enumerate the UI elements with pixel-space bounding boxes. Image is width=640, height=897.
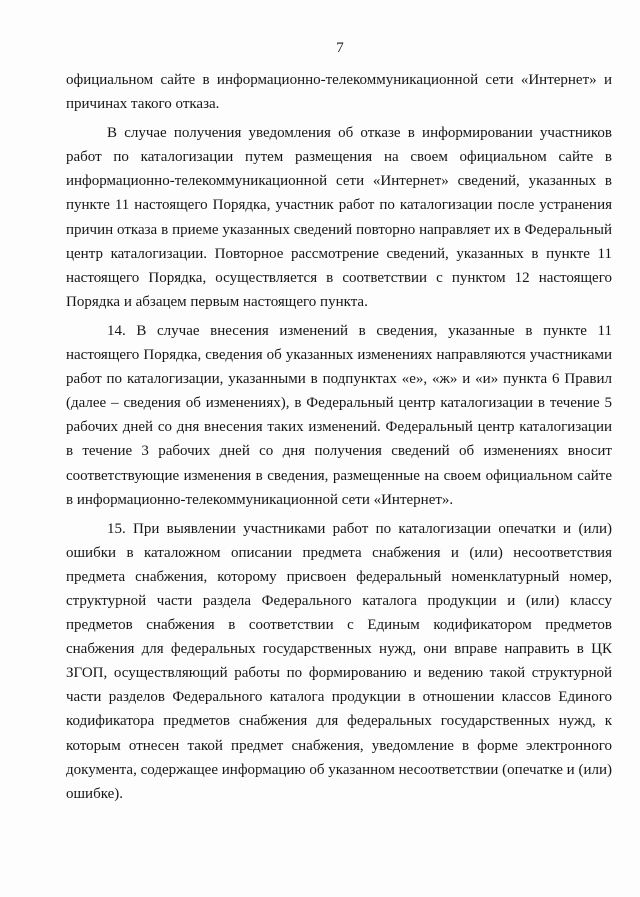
page-number: 7 (336, 40, 344, 56)
document-body (66, 68, 612, 806)
paragraph-continuation: официальном сайте в информационно-телекоммуникационной сети «Интернет» и причинах такого отказа. (66, 72, 612, 113)
paragraph-refusal-resubmission: В случае получения уведомления об отказе в информировании участников работ по каталогизации путем размещения на своем официальном сайте в информационно-телекоммуникационной сети «Интернет» сведений, указанных в пункте 11 настоящего Порядка, участник работ по каталогизации после устранения причин отказа в приеме указанных сведений повторно направляет их в Федеральный центр каталогизации. Повторное рассмотрение сведений, указанных в пункте 11 настоящего Порядка, осуществляется в соответствии с пунктом 12 настоящего Порядка и абзацем первым настоящего пункта. (66, 125, 612, 310)
paragraph-15-errors: 15. При выявлении участниками работ по каталогизации опечатки и (или) ошибки в каталожном описании предмета снабжения и (или) несоответствия предмета снабжения, которому присвоен федеральный номенклатурный номер, структурной части раздела Федерального каталога продукции и (или) классу предметов снабжения в соответствии с Единым кодификатором предметов снабжения для федеральных государственных нужд, они вправе направить в ЦК ЗГОП, осуществляющий работы по формированию и ведению такой структурной части разделов Федерального каталога продукции в отношении классов Единого кодификатора предметов снабжения для федеральных государственных нужд, к которым отнесен такой предмет снабжения, уведомление в форме электронного документа, содержащее информацию об указанном несоответствии (опечатке и (или) ошибке). (66, 520, 612, 802)
paragraph-14-changes: 14. В случае внесения изменений в сведения, указанные в пункте 11 настоящего Порядка, сведения об указанных изменениях направляются участниками работ по каталогизации, указанными в подпунктах «е», «ж» и «и» пункта 6 Правил (далее – сведения об изменениях), в Федеральный центр каталогизации в течение 5 рабочих дней со дня внесения таких изменений. Федеральный центр каталогизации в течение 3 рабочих дней со дня получения сведений об изменениях вносит соответствующие изменения в сведения, размещенные на своем официальном сайте в информационно-телекоммуникационной сети «Интернет». (66, 322, 612, 508)
